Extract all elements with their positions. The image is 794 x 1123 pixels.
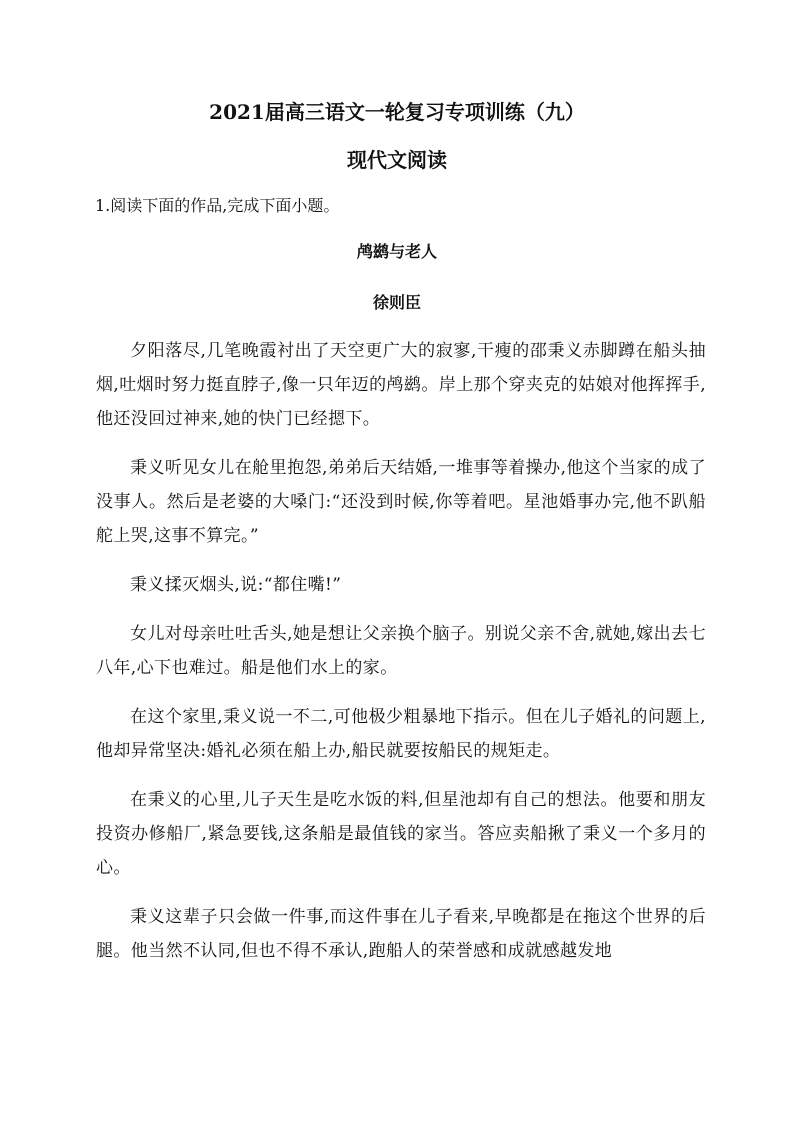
paragraph-7: 秉义这辈子只会做一件事,而这件事在儿子看来,早晚都是在拖这个世界的后腿。他当然不认同,但也不得不承认,跑船人的荣誉感和成就感越发地 bbox=[96, 907, 706, 961]
question-prompt: 1.阅读下面的作品,完成下面小题。 bbox=[95, 196, 340, 215]
paragraph-5: 在这个家里,秉义说一不二,可他极少粗暴地下指示。但在儿子婚礼的问题上,他却异常坚决:婚礼必须在船上办,船民就要按船民的规矩走。 bbox=[96, 707, 706, 761]
paragraph-6: 在秉义的心里,儿子天生是吃水饭的料,但星池却有自己的想法。他要和朋友投资办修船厂,紧急要钱,这条船是最值钱的家当。答应卖船揪了秉义一个多月的心。 bbox=[96, 790, 706, 878]
paragraph-1: 夕阳落尽,几笔晚霞衬出了天空更广大的寂寥,干瘦的邵秉义赤脚蹲在船头抽烟,吐烟时努力挺直脖子,像一只年迈的鸬鹚。岸上那个穿夹克的姑娘对他挥挥手,他还没回过神来,她的快门已经摁下。 bbox=[96, 341, 706, 429]
author-name: 徐则臣 bbox=[372, 293, 421, 312]
story-body bbox=[96, 334, 706, 983]
paragraph-3: 秉义揉灭烟头,说:“都住嘴!” bbox=[130, 575, 342, 595]
paragraph-4: 女儿对母亲吐吐舌头,她是想让父亲换个脑子。别说父亲不舍,就她,嫁出去七八年,心下也难过。船是他们水上的家。 bbox=[96, 624, 706, 678]
story-title: 鸬鹚与老人 bbox=[356, 242, 437, 261]
section-title: 现代文阅读 bbox=[347, 148, 447, 172]
document-title: 2021届高三语文一轮复习专项训练（九） bbox=[209, 100, 585, 124]
paragraph-2: 秉义听见女儿在舱里抱怨,弟弟后天结婚,一堆事等着操办,他这个当家的成了没事人。然后是老婆的大嗓门:“还没到时候,你等着吧。星池婚事办完,他不趴船舵上哭,这事不算完。” bbox=[96, 458, 706, 546]
